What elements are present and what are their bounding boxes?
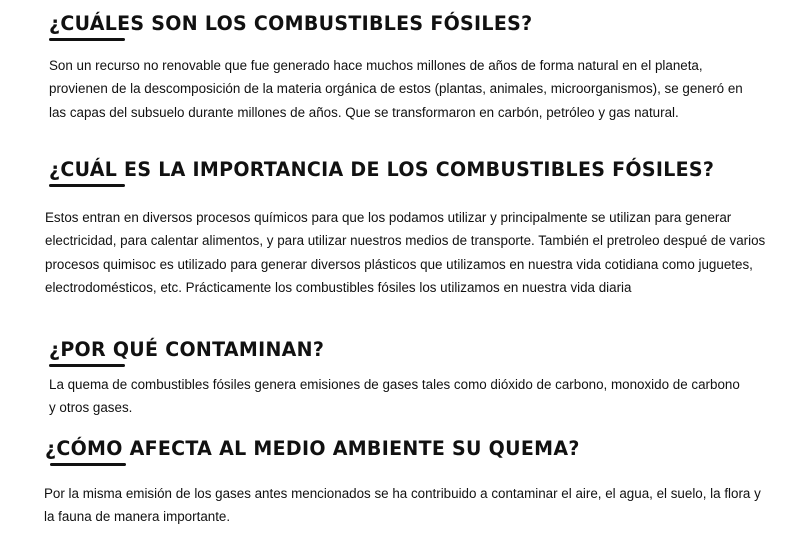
section-environmental-impact <box>44 436 765 525</box>
section-heading: ¿CUÁLES SON LOS COMBUSTIBLES FÓSILES? <box>49 12 533 36</box>
section-heading: ¿CÓMO AFECTA AL MEDIO AMBIENTE SU QUEMA? <box>45 437 580 461</box>
section-why-they-pollute <box>49 337 769 420</box>
heading-underline <box>49 184 125 187</box>
heading-underline <box>49 38 125 41</box>
section-paragraph: Estos entran en diversos procesos químicos para que los podamos utilizar y principalmente se utilizan para generar electricidad, para calentar alimentos, y para utilizar nuestros medios de transporte. También el pretroleo despué de varios procesos quimisoc es utilizado para generar diversos plásticos que utilizamos en nuestra vida cotidiana como juguetes, electrodomésticos, etc. Prácticamente los combustibles fósiles los utilizamos en nuestra vida diaria <box>45 210 766 296</box>
heading-underline <box>50 463 126 466</box>
section-what-are-fossil-fuels <box>49 11 769 124</box>
section-paragraph: Por la misma emisión de los gases antes mencionados se ha contribuido a contaminar el aire, el agua, el suelo, la flora y la fauna de manera importante. <box>44 486 761 525</box>
section-heading: ¿CUÁL ES LA IMPORTANCIA DE LOS COMBUSTIBLES FÓSILES? <box>49 158 715 182</box>
section-importance-of-fossil-fuels <box>45 157 769 296</box>
section-paragraph: Son un recurso no renovable que fue generado hace muchos millones de años de forma natural en el planeta, provienen de la descomposición de la materia orgánica de estos (plantas, animales, microorganismos), se generó en las capas del subsuelo durante millones de años. Que se transformaron en carbón, petróleo y gas natural. <box>49 58 743 120</box>
section-paragraph: La quema de combustibles fósiles genera emisiones de gases tales como dióxido de carbono, monoxido de carbono y otros gases. <box>49 377 740 416</box>
section-heading: ¿POR QUÉ CONTAMINAN? <box>49 338 325 362</box>
heading-underline <box>49 364 125 367</box>
